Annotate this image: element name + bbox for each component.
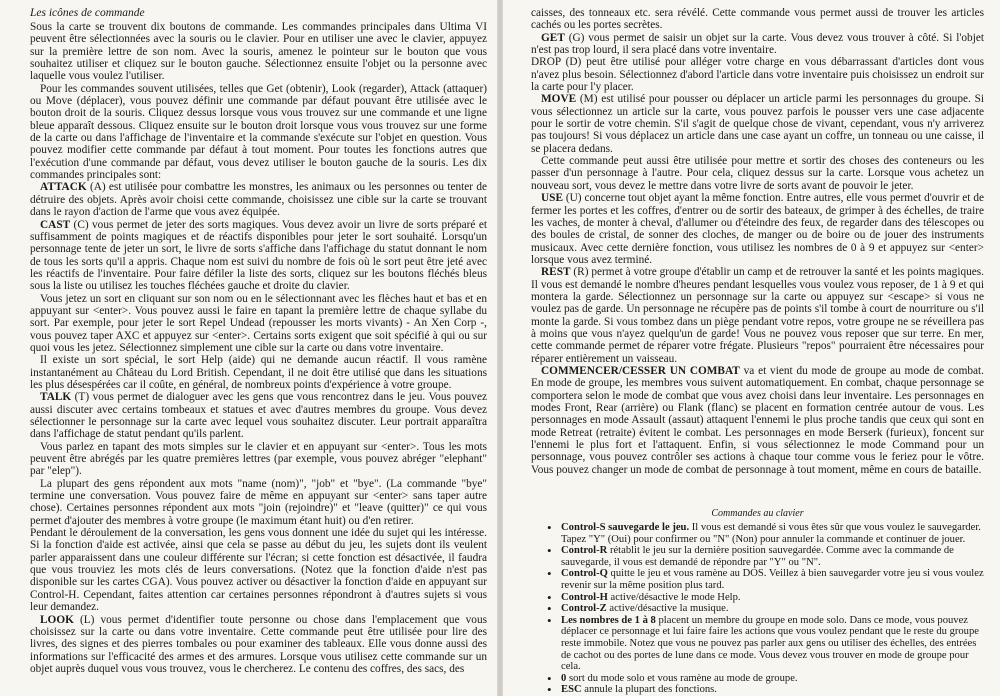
list-item: • Control-S sauvegarde le jeu. Il vous est demandé si vous êtes sûr que vous voulez le sauvegarder. Tapez "Y" (Oui) pour confirmer ou "N" (Non) pour annuler la commande et continuer de jouer. — [551, 522, 984, 545]
intro-paragraph: Sous la carte se trouvent dix boutons de commande. Les commandes principales dans Ultima VI peuvent être sélectionnées avec la souris ou le clavier. Pour en utiliser une avec le clavier, appuyez sur la première lettre de son nom. Avec la souris, amenez le pointeur sur le bouton que vous souhaitez utiliser et cliquez sur le bouton gauche. Sélectionnez ensuite l'objet ou la personne avec laquelle vous voulez l'utiliser. — [30, 21, 487, 83]
use-command-name: USE — [541, 192, 563, 205]
section-title: Les icônes de commande — [30, 7, 145, 19]
list-item: • Control-H active/désactive le mode Help. — [551, 592, 984, 604]
talk-paragraph: TALK (T) vous permet de dialoguer avec les gens que vous rencontrez dans le jeu. Vous pouvez aussi discuter avec certains tombeaux et statues et avec d'autres membres du groupe. Vous devez sélectionner le personnage sur la carte avec lequel vous souhaitez discuter. Leur portrait apparaîtra dans l'affichage de statut pendant qu'ils parlent. — [30, 391, 487, 441]
list-item: • ESC annule la plupart des fonctions. — [551, 684, 984, 696]
move-paragraph-2: Cette commande peut aussi être utilisée pour mettre et sortir des choses des conteneurs ou les passer d'un personnage à l'autre. Pour cela, cliquez dessus sur la carte. Lorsque vous achetez un nouveau sort, vous devez le mettre dans votre livre de sorts avant de pouvoir le jeter. — [531, 155, 984, 192]
use-paragraph: USE (U) concerne tout objet ayant la même fonction. Entre autres, elle vous permet d'ouvrir et de fermer les portes et les coffres, d'entrer ou de sortir des bateaux, de grimper à des échelles, de traire les vaches, de monter à cheval, d'allumer ou d'éteindre des feux, de regarder dans des télescopes ou des boules de cristal, de sonner des cloches, de manger ou de boire ou de jouer des instruments musicaux. Avec cette dernière fonction, vous utilisez les nombres de 0 à 9 et appuyez sur <enter> lorsque vous avez terminé. — [531, 192, 984, 266]
talk-paragraph-4: Pendant le déroulement de la conversation, les gens vous donnent une idée du sujet qui les intéresse. Si la fonction d'aide est activée, ainsi que cela se passe au début du jeu, les sujets dont ils veulent parler apparaissent dans une couleur différente sur l'écran; si cette fonction est désactivée, il faudra que vous trouviez les mots clés de leurs conversations. (Notez que la fonction d'aide n'est pas disponible sur les cartes CGA). Vous pouvez activer ou désactiver la fonction d'aide en appuyant sur Control-H. Cependant, faites attention car certaines personnes répondront à d'autres sujets si vous leur demandez. — [30, 527, 487, 614]
talk-paragraph-3: La plupart des gens répondent aux mots "name (nom)", "job" et "bye". (La commande "bye" termine une conversation. Vous pouvez faire de même en appuyant sur <enter> sans taper autre chose). Certaines personnes répondent aux mots "join (rejoindre)" et "leave (quitter)" ce qui vous permet d'ajouter des membres à votre groupe (le maximum étant huit) ou d'en retirer. — [30, 477, 487, 527]
list-item: • Control-Z active/désactive la musique. — [551, 603, 984, 615]
cast-paragraph: CAST (C) vous permet de jeter des sorts magiques. Vous devez avoir un livre de sorts préparé et suffisamment de points magiques et de réactifs disponibles pour jeter le sort souhaité. Lorsqu'un personnage tente de jeter un sort, le livre de sorts s'affiche dans l'affichage du statut donnant le nom de tous les sorts qu'il a appris. Chaque nom est suivi du nombre de fois où le sort peut être jeté avec les réactifs de l'inventaire. Pour faire défiler la liste des sorts, cliquez sur les boutons fléchés bleus sous la liste ou utilisez les touches fléchées gauche et droite du clavier. — [30, 218, 487, 293]
rest-command-name: REST — [541, 266, 571, 279]
talk-paragraph-2: Vous parlez en tapant des mots simples sur le clavier et en appuyant sur <enter>. Tous les mots peuvent être abrégés par les quatre premières lettres (par exemple, vous pouvez abréger "elephant" par "elep"). — [30, 440, 487, 478]
move-command-name: MOVE — [541, 93, 577, 106]
attack-paragraph: ATTACK (A) est utilisée pour combattre les monstres, les animaux ou les personnes ou tenter de détruire des objets. Après avoir choisi cette commande, choisissez une cible sur la carte se trouvant dans le rayon d'action de l'arme que vous avez équipée. — [30, 181, 487, 219]
cast-paragraph-3: Il existe un sort spécial, le sort Help (aide) qui ne demande aucun réactif. Il vous ramène instantanément au Château du Lord British. Cependant, il ne doit être utilisé que dans les situations les plus désespérées car il coûte, en général, de nombreux points d'expérience à votre groupe. — [30, 354, 487, 391]
list-item: • Les nombres de 1 à 8 placent un membre du groupe en mode solo. Dans ce mode, vous pouvez déplacer ce personnage et lui faire faire les actions que vous voulez pendant que le reste du groupe reste immobile. Notez que vous ne pouvez pas parler aux gens ou utiliser des échelles, des entrées de cachot ou des portes de lune dans ce mode. Vous devez vous trouver en mode de groupe pour cela. — [551, 615, 984, 673]
move-paragraph: MOVE (M) est utilisé pour pousser ou déplacer un article parmi les personnages du groupe. Si vous sélectionnez un article sur la carte, vous pouvez parfois le pousser vers une case adjacente pour le sortir de votre chemin. S'il s'agit de quelque chose de vivant, cependant, vous n'y arriverez pas toujours! Si vous déplacez un article dans une case ayant un coffre, un tonneau ou une caisse, il se placera dedans. — [531, 93, 984, 155]
look-paragraph: LOOK (L) vous permet d'identifier toute personne ou chose dans l'emplacement que vous choisissez sur la carte ou dans votre inventaire. Cette commande peut être utilisée pour lire des livres, des signes et des pierres tombales ou pour examiner des tableaux. Elle vous donne aussi des informations sur l'efficacité des armes et des armures. Lorsque vous utilisez cette commande sur un objet auprès duquel vous vous trouvez, vous le chercherez. Le contenu des coffres, des sacs, des — [30, 613, 487, 675]
attack-command-name: ATTACK — [40, 181, 87, 194]
look-command-name: LOOK — [40, 613, 74, 626]
cast-paragraph-2: Vous jetez un sort en cliquant sur son nom ou en le sélectionnant avec les flèches haut et bas et en appuyant sur <enter>. Vous pouvez aussi le faire en tapant la première lettre de chaque syllabe du sort. Par exemple, pour jeter le sort Repel Undead (repousser les morts vivants) - An Xen Corp -, vous pouvez taper AXC et appuyez sur <enter>. Certains sorts exigent que soit spécifié à qui ou sur quoi vous les jetez. Sélectionnez simplement une cible sur la carte ou dans votre inventaire. — [30, 292, 487, 354]
keyboard-commands-title: Commandes au clavier — [711, 508, 804, 520]
cast-command-name: CAST — [40, 218, 71, 231]
drop-command-name: DROP — [531, 56, 561, 69]
default-command-paragraph: Pour les commandes souvent utilisées, telles que Get (obtenir), Look (regarder), Attack (attaquer) ou Move (déplacer), vous pouvez définir une commande par défaut pouvant être utilisée avec le bouton droit de la souris. Cliquez dessus lorsque vous vous trouvez sur une commande et une ligne bleue apparaît dessous. Cliquez ensuite sur le bouton droit lorsque vous vous trouvez sur une forme de la carte ou dans l'affichage de l'inventaire et la commande s'exécute sur l'objet en question. Vous pouvez modifier cette commande par défaut à tout moment. Pour toutes les fonctions autres que l'exécution d'une commande par défaut, vous devez utiliser le bouton gauche de la souris. Les dix commandes principales sont: — [30, 82, 487, 182]
keyboard-commands-list — [531, 522, 984, 696]
combat-paragraph: COMMENCER/CESSER UN COMBAT va et vient du mode de groupe au mode de combat. En mode de groupe, les membres vous suivent automatiquement. En combat, chaque personnage se comportera selon le mode de combat que vous avez choisi dans leur inventaire. Les personnages en modes Front, Rear (arrière) ou Flank (flanc) se placent en formation centrée autour de vous. Les personnages en mode Assault (assaut) attaquent l'ennemi le plus proche tandis que ceux qui sont en mode Retreat (retraite) évitent le combat. Les personnages en mode Berserk (furieux), foncent sur l'ennemi le plus fort et l'attaquent. Enfin, si vous sélectionnez le mode Command pour un personnage, vous pouvez contrôler ses actions à chaque tour comme vous le feriez pour le vôtre. Vous pouvez changer un mode de combat de personnage à tout moment, même en cours de bataille. — [531, 364, 984, 476]
drop-paragraph: DROP (D) peut être utilisé pour alléger votre charge en vous débarrassant d'articles dont vous n'avez plus besoin. Sélectionnez d'abord l'article dans votre inventaire puis choisissez un endroit sur la carte pour l'y placer. — [531, 56, 984, 94]
left-page — [0, 0, 497, 696]
look-continued-paragraph: caisses, des tonneaux etc. sera révélé. Cette commande vous permet aussi de trouver les articles cachés ou les portes secrètes. — [531, 7, 984, 32]
get-command-name: GET — [541, 31, 565, 44]
list-item: • 0 sort du mode solo et vous ramène au mode de groupe. — [551, 673, 984, 685]
get-paragraph: GET (G) vous permet de saisir un objet sur la carte. Vous devez vous trouver à côté. Si l'objet n'est pas trop lourd, il sera placé dans votre inventaire. — [531, 31, 984, 57]
list-item: • Control-Q quitte le jeu et vous ramène au DOS. Veillez à bien sauvegarder votre jeu si vous voulez revenir sur la même position plus tard. — [551, 568, 984, 591]
right-page — [503, 0, 1000, 696]
combat-command-name: COMMENCER/CESSER UN COMBAT — [541, 364, 740, 377]
rest-paragraph: REST (R) permet à votre groupe d'établir un camp et de retrouver la santé et les points magiques. Il vous est demandé le nombre d'heures pendant lesquelles vous voulez vous reposer, de 1 à 9 et qui montera la garde. Sélectionnez un personnage sur la carte ou appuyez sur <escape> si vous ne voulez pas de garde. Un personnage ne récupère pas de points s'il tombe à court de nourriture ou s'il monte la garde. Si vous tombez dans un piège pendant votre repos, votre groupe ne se réveillera pas à moins que vous n'ayez quelqu'un de garde! Vous ne pouvez vous reposer que sur terre. En mer, cette commande permet de réparer votre frégate. Plusieurs "repos" pourraient être nécessaires pour réparer entièrement un vaisseau. — [531, 266, 984, 365]
talk-command-name: TALK — [40, 391, 72, 404]
list-item: • Control-R rétablit le jeu sur la dernière position sauvegardée. Comme avec la commande de sauvegarde, il vous est demandé de répondre par "Y" ou "N". — [551, 545, 984, 568]
